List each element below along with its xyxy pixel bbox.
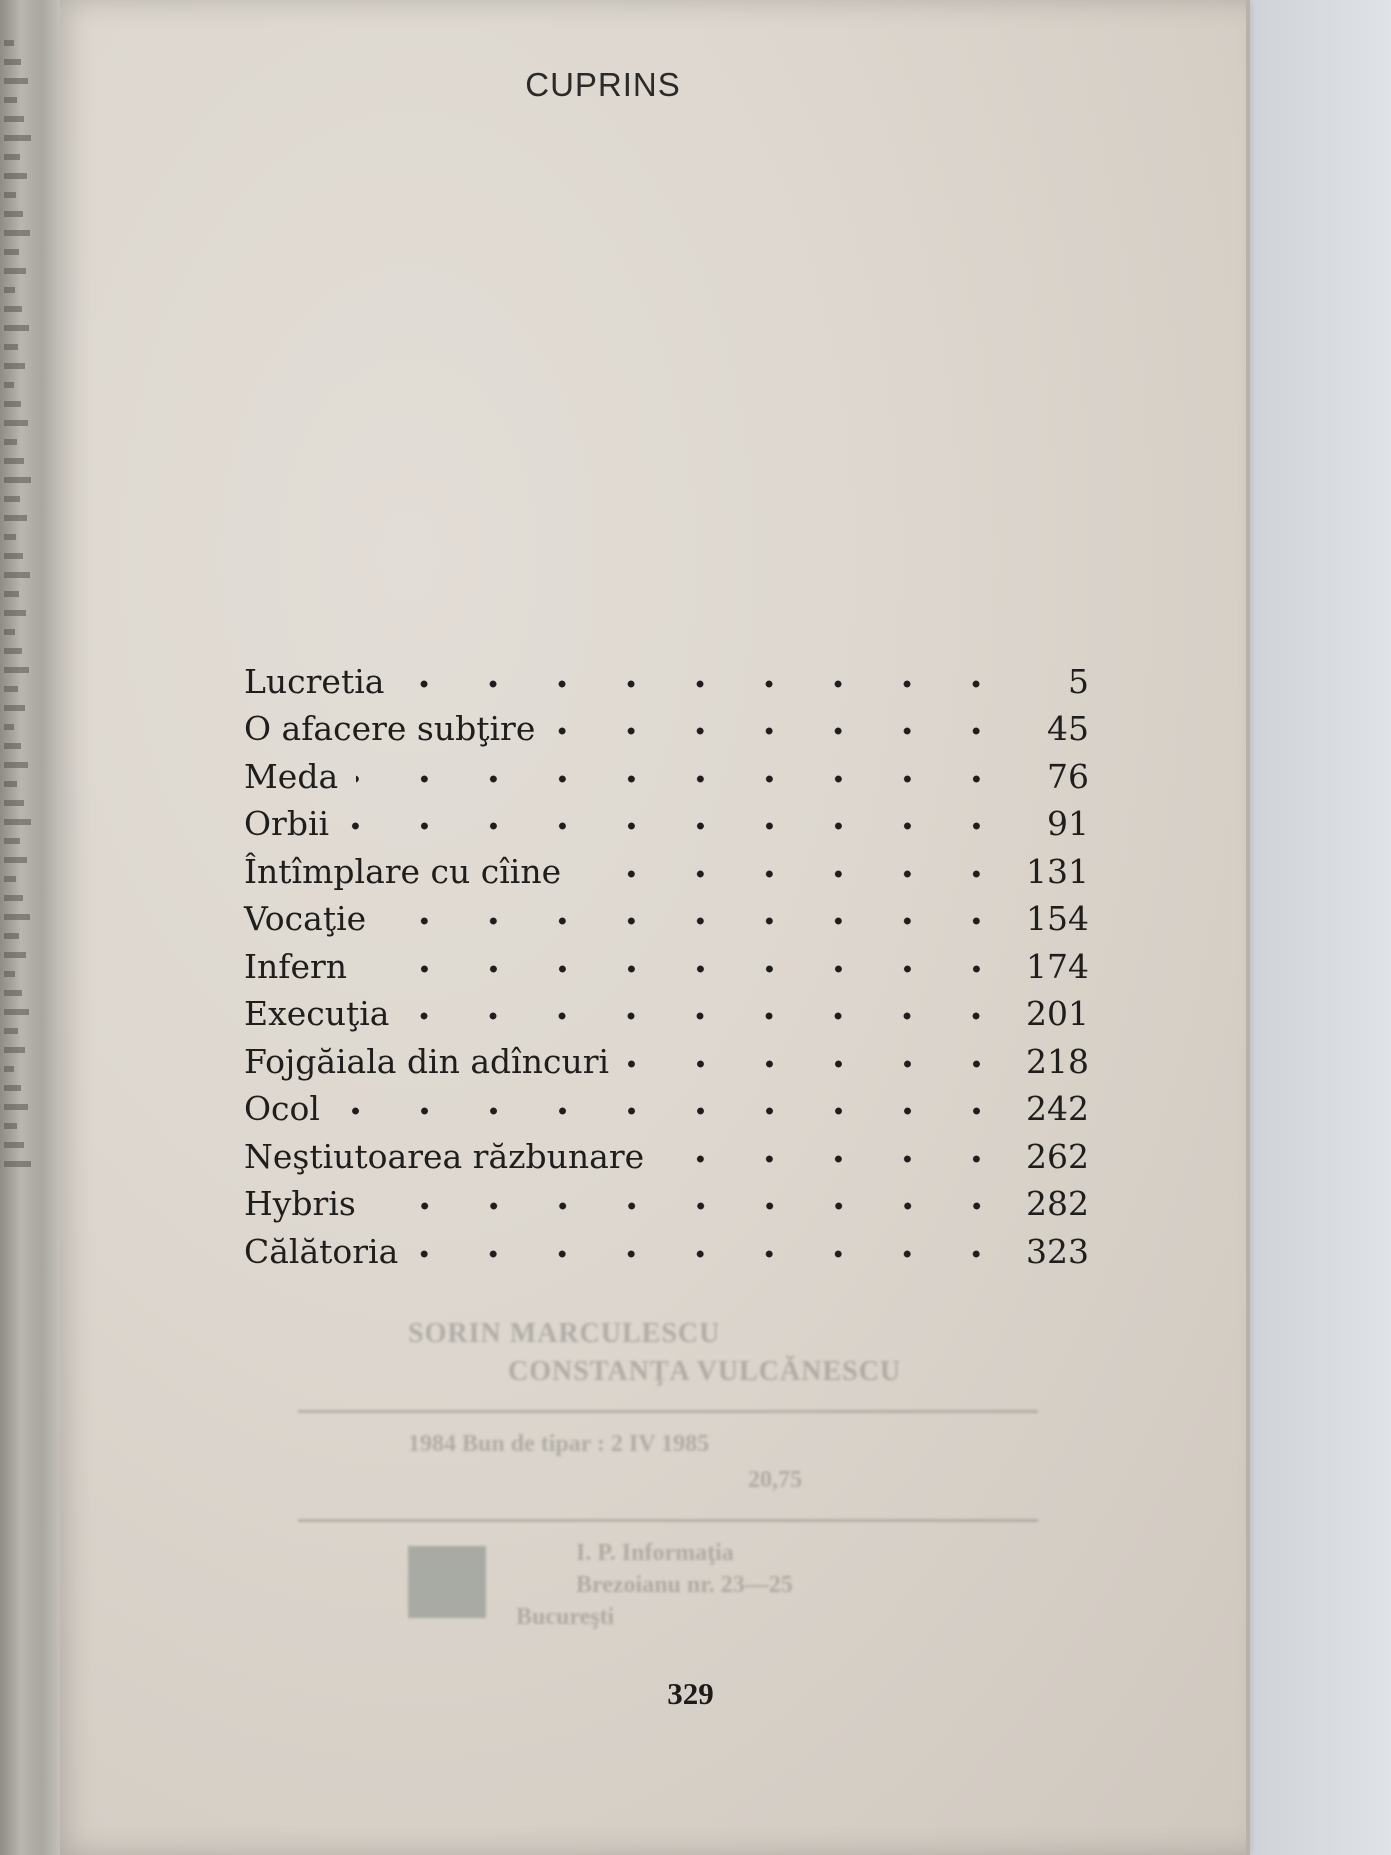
toc-entry-title: Neştiutoarea răzbunare (244, 1136, 645, 1176)
facing-page-text-bleed (4, 154, 20, 160)
imprint-divider (298, 1410, 1038, 1413)
facing-page-text-bleed (4, 401, 21, 407)
facing-page-text-bleed (4, 800, 24, 806)
facing-page-text-bleed (4, 610, 26, 616)
facing-page-text-bleed (4, 591, 19, 597)
page-number: 329 (667, 1676, 714, 1711)
page-title: CUPRINS (525, 66, 681, 103)
toc-entry (244, 793, 1089, 841)
toc-entry-title: Vocaţie (244, 899, 367, 938)
toc-entry (244, 935, 1089, 986)
imprint-print-info-1: 1984 Bun de tipar : 2 IV 1985 (408, 1431, 710, 1457)
facing-page-text-bleed (4, 116, 24, 122)
facing-page-text-bleed (4, 1123, 17, 1129)
toc-entry-page: 218 (1026, 1041, 1089, 1081)
toc-entry (244, 1173, 1089, 1221)
facing-page-text-bleed (4, 420, 28, 426)
toc-leader-dots (374, 1196, 1011, 1216)
toc-leader-dots (627, 1054, 1011, 1074)
facing-page-text-bleed (4, 952, 26, 958)
toc-entry-page: 5 (1068, 661, 1089, 701)
facing-page-text-bleed (4, 1161, 31, 1167)
toc-leader-dots (416, 1244, 1011, 1264)
facing-page-text-bleed (4, 686, 18, 692)
facing-page-text-bleed (4, 743, 21, 749)
toc-entry-page: 91 (1047, 804, 1089, 843)
facing-page-text-bleed (4, 895, 23, 901)
facing-page-text-bleed (4, 173, 27, 179)
toc-entry-title: Hybris (244, 1184, 356, 1223)
printer-address: Brezoianu nr. 23—25 (576, 1572, 793, 1598)
facing-page-text-bleed (4, 192, 16, 198)
facing-page-text-bleed (4, 97, 17, 103)
facing-page-edge (0, 0, 60, 1855)
toc-entry (244, 983, 1089, 1031)
toc-entry (244, 745, 1089, 796)
facing-page-text-bleed (4, 78, 28, 84)
toc-entry (244, 1078, 1089, 1126)
imprint-divider-2 (298, 1519, 1038, 1522)
toc-entry-title: Orbii (244, 804, 330, 843)
toc-entry-page: 262 (1026, 1136, 1089, 1176)
facing-page-text-bleed (4, 762, 28, 768)
toc-leader-dots (553, 721, 1011, 741)
facing-page-text-bleed (4, 211, 23, 217)
toc-entry-title: Ocol (244, 1089, 320, 1128)
facing-page-text-bleed (4, 1009, 29, 1015)
printer-text (516, 1540, 793, 1636)
facing-page-text-bleed (4, 648, 22, 654)
toc-leader-dots (338, 1101, 1011, 1121)
toc-leader-dots (384, 911, 1011, 931)
toc-entry (244, 650, 1089, 701)
toc-entry (244, 1030, 1089, 1081)
toc-leader-dots (356, 769, 1011, 789)
table-of-contents (244, 650, 1089, 1271)
facing-page-text-bleed (4, 268, 26, 274)
facing-page-text-bleed (4, 287, 15, 293)
toc-entry-title: Lucretia (244, 661, 385, 701)
facing-page-text-bleed (4, 59, 21, 65)
toc-entry-page: 45 (1047, 709, 1089, 748)
toc-entry-page: 282 (1026, 1184, 1089, 1223)
background-surface (1246, 0, 1391, 1855)
facing-page-text-bleed (4, 249, 19, 255)
facing-page-text-bleed (4, 819, 31, 825)
facing-page-text-bleed (4, 135, 31, 141)
facing-page-text-bleed (4, 667, 29, 673)
toc-entry-title: Meda (244, 756, 339, 796)
toc-entry (244, 840, 1089, 891)
toc-entry-title: Execuţia (244, 994, 390, 1033)
facing-page-text-bleed (4, 477, 31, 483)
toc-entry-title: Călătoria (244, 1231, 399, 1271)
toc-entry-page: 76 (1047, 756, 1089, 796)
toc-entry-title: O afacere subţire (244, 709, 536, 748)
facing-page-text-bleed (4, 325, 29, 331)
facing-page-text-bleed (4, 781, 17, 787)
toc-entry-page: 174 (1026, 946, 1089, 986)
facing-page-text-bleed (4, 876, 16, 882)
toc-leader-dots (347, 816, 1011, 836)
toc-entry (244, 1220, 1089, 1271)
toc-entry-page: 242 (1026, 1089, 1089, 1128)
printer-name: I. P. Informaţia (576, 1540, 734, 1566)
facing-page-text-bleed (4, 1085, 21, 1091)
imprint-editor-name: SORIN MARCULESCU (408, 1318, 721, 1349)
facing-page-text-bleed (4, 40, 14, 46)
facing-page-text-bleed (4, 306, 22, 312)
book-page (48, 0, 1248, 1855)
facing-page-text-bleed (4, 1066, 14, 1072)
facing-page-text-bleed (4, 344, 18, 350)
facing-page-text-bleed (4, 857, 27, 863)
facing-page-text-bleed (4, 439, 17, 445)
facing-page-text-bleed (4, 914, 30, 920)
facing-page-text-bleed (4, 1142, 24, 1148)
toc-leader-dots (402, 674, 1011, 694)
facing-page-text-bleed (4, 705, 25, 711)
printer-logo-icon (408, 1546, 486, 1618)
facing-page-text-bleed (4, 496, 20, 502)
imprint-block (298, 1318, 1038, 1636)
facing-page-text-bleed (4, 838, 20, 844)
facing-page-text-bleed (4, 1028, 18, 1034)
toc-entry-title: Infern (244, 946, 348, 986)
imprint-print-info-2: 20,75 (748, 1467, 802, 1493)
toc-entry-title: Fojgăiala din adîncuri (244, 1041, 610, 1081)
toc-leader-dots (407, 1006, 1011, 1026)
facing-page-text-bleed (4, 971, 15, 977)
toc-entry-page: 201 (1026, 994, 1089, 1033)
imprint-illustrator (298, 1356, 1038, 1394)
facing-page-text-bleed (4, 458, 24, 464)
facing-page-text-bleed (4, 382, 14, 388)
facing-page-text-bleed (4, 933, 19, 939)
toc-entry-title: Întîmplare cu cîine (244, 851, 562, 891)
toc-leader-dots (662, 1149, 1011, 1169)
facing-page-text-bleed (4, 534, 16, 540)
toc-leader-dots (365, 959, 1011, 979)
facing-page-text-bleed (4, 1047, 25, 1053)
facing-page-text-bleed (4, 553, 23, 559)
toc-leader-dots (579, 864, 1011, 884)
facing-page-text-bleed (4, 1104, 28, 1110)
facing-page-text-bleed (4, 572, 30, 578)
facing-page-text-bleed (4, 515, 27, 521)
printer-block (298, 1540, 1038, 1636)
toc-entry (244, 1125, 1089, 1176)
toc-entry-page: 154 (1026, 899, 1089, 938)
imprint-illustrator-name: CONSTANŢA VULCĂNESCU (508, 1356, 902, 1387)
toc-entry (244, 698, 1089, 746)
toc-entry-page: 323 (1026, 1231, 1089, 1271)
imprint-editor (298, 1318, 1038, 1356)
page-edge (1246, 0, 1250, 1855)
facing-page-text-bleed (4, 724, 14, 730)
facing-page-text-bleed (4, 363, 25, 369)
facing-page-text-bleed (4, 990, 22, 996)
facing-page-text-bleed (4, 629, 15, 635)
toc-entry-page: 131 (1026, 851, 1089, 891)
toc-entry (244, 888, 1089, 936)
facing-page-text-bleed (4, 230, 30, 236)
printer-city: Bucureşti (516, 1604, 615, 1630)
